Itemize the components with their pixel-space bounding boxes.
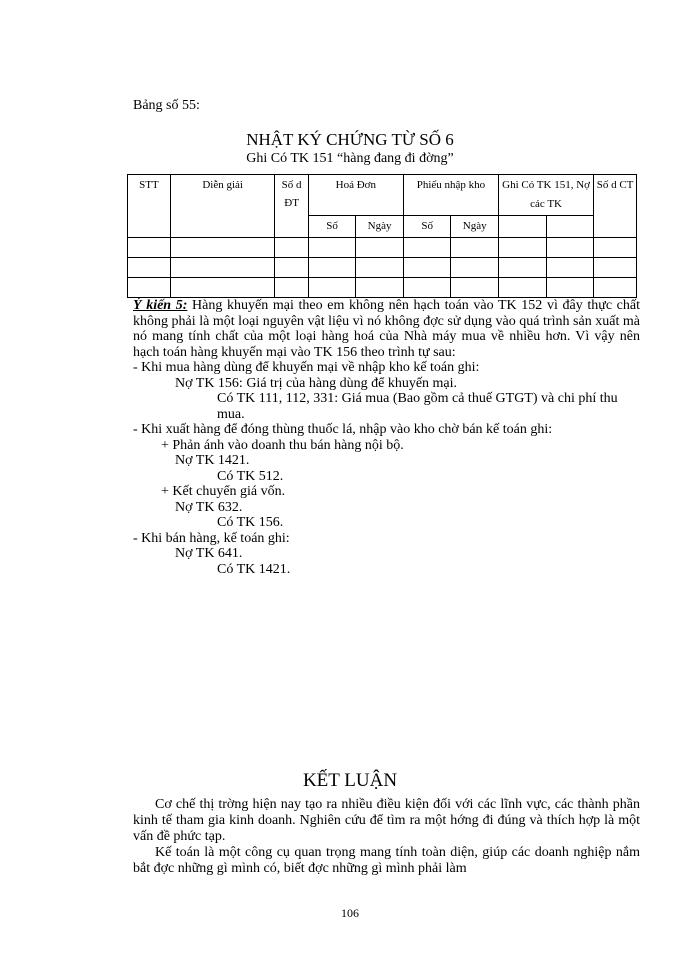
header-hoa-don-so: Số	[308, 216, 356, 238]
header-so-d-ct: Số d CT	[594, 175, 637, 238]
entry-line: Có TK 156.	[217, 515, 284, 530]
header-phieu-ngay: Ngày	[451, 216, 499, 238]
header-dien-giai: Diễn giải	[170, 175, 275, 238]
journal-table	[127, 174, 637, 298]
entry-line: Nợ TK 641.	[175, 546, 243, 561]
header-hoa-don-ngay: Ngày	[356, 216, 404, 238]
table-row	[128, 258, 637, 278]
entry-line: + Kết chuyển giá vốn.	[161, 484, 286, 499]
conclusion-paragraph: Kế toán là một công cụ quan trọng mang tính toàn diện, giúp các doanh nghiệp nắm bắt đợc những gì mình có, biết đợc những gì mình phải làm	[133, 845, 640, 876]
header-hoa-don: Hoá Đơn	[308, 175, 403, 216]
table-row	[128, 238, 637, 258]
header-phieu-so: Số	[403, 216, 451, 238]
conclusion-title: KẾT LUẬN	[302, 770, 398, 791]
table-row	[128, 278, 637, 298]
conclusion-paragraph: Cơ chế thị trờng hiện nay tạo ra nhiều điều kiện đối với các lĩnh vực, các thành phần kinh tế tham gia kinh doanh. Nghiên cứu để tìm ra một hớng đi đúng và thích hợp là một vấn đề phức tạp.	[133, 797, 640, 844]
entry-line: - Khi bán hàng, kế toán ghi:	[133, 530, 290, 546]
entry-line: + Phản ánh vào doanh thu bán hàng nội bộ.	[161, 437, 404, 453]
header-stt: STT	[128, 175, 171, 238]
page-number: 106	[341, 906, 359, 920]
opinion-label: Ý kiến 5:	[133, 298, 188, 313]
journal-subtitle: Ghi Có TK 151 “hàng đang đi đờng”	[246, 151, 454, 166]
entry-line: Nợ TK 156: Giá trị của hàng dùng để khuyến mại.	[175, 375, 458, 391]
entry-line: - Khi xuất hàng để đóng thùng thuốc lá, nhập vào kho chờ bán kế toán ghi:	[133, 422, 553, 437]
header-phieu-nhap-kho: Phiếu nhập kho	[403, 175, 498, 216]
entry-line: Có TK 1421.	[217, 561, 291, 577]
conclusion-body	[133, 797, 640, 877]
header-so-dt: Số d ĐT	[275, 175, 308, 238]
opinion-text: Hàng khuyến mại theo em không nên hạch toán vào TK 152 vì đây thực chất không phải là một loại nguyên vật liệu vì nó không đợc sử dụng vào quá trình sản xuất mà nó mang tính chất của một loại hàng hoá của Nhà máy mua về nhiều hơn. Vì vậy nên hạch toán hàng khuyến mại vào TK 156 theo trình tự sau:	[133, 298, 640, 360]
entry-line: Nợ TK 632.	[175, 499, 243, 515]
entry-line: Nợ TK 1421.	[175, 453, 250, 468]
entry-list	[133, 360, 640, 577]
table-label: Bảng số 55:	[133, 98, 200, 113]
header-ghi-co: Ghi Có TK 151, Nợ các TK	[499, 175, 594, 216]
journal-title: NHẬT KÝ CHỨNG TỪ SỐ 6	[246, 130, 454, 149]
table-header-row	[128, 175, 637, 216]
entry-line: Có TK 512.	[217, 468, 284, 484]
opinion-section	[133, 298, 640, 577]
entry-line: - Khi mua hàng dùng để khuyến mại về nhập kho kế toán ghi:	[133, 360, 480, 375]
header-ghi-co-col2	[546, 216, 594, 238]
header-ghi-co-col1	[499, 216, 547, 238]
entry-line: Có TK 111, 112, 331: Giá mua (Bao gồm cả thuế GTGT) và chi phí thu mua.	[217, 391, 618, 422]
opinion-paragraph	[133, 298, 640, 360]
